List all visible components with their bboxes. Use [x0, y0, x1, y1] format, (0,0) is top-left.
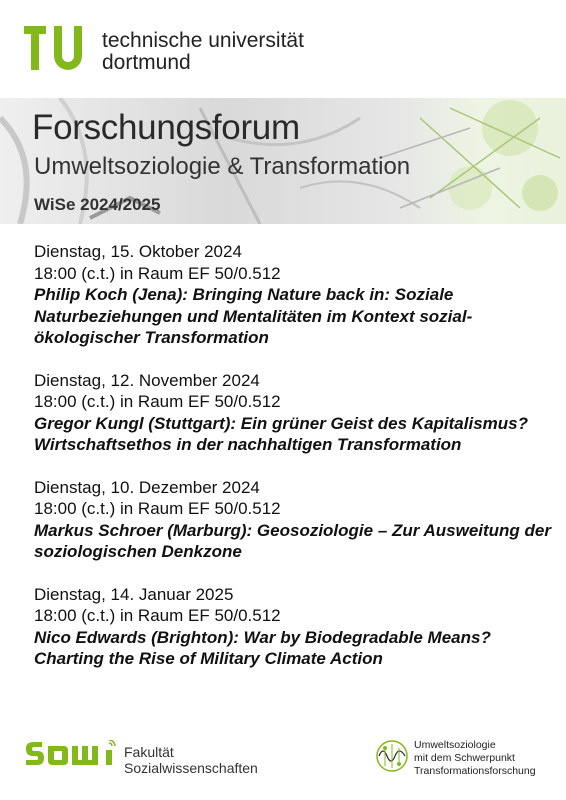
event-time-room: 18:00 (c.t.) in Raum EF 50/0.512: [34, 606, 281, 625]
event-time-room: 18:00 (c.t.) in Raum EF 50/0.512: [34, 392, 281, 411]
event-item: [34, 477, 554, 563]
event-date: Dienstag, 10. Dezember 2024: [34, 477, 260, 497]
chair-line-2: mit dem Schwerpunkt: [414, 752, 515, 764]
event-talk: Philip Koch (Jena): Bringing Nature back in: Soziale Naturbeziehungen und Mentalitäten im Kontext sozial-ökologischer Transformation: [34, 285, 473, 347]
faculty-line-2: Sozialwissenschaften: [124, 760, 258, 776]
event-list: [34, 241, 554, 691]
page-title: Forschungsforum: [32, 108, 300, 147]
event-talk: Markus Schroer (Marburg): Geosoziologie – Zur Ausweitung der soziologischen Denkzone: [34, 520, 551, 561]
faculty-line-1: Fakultät: [124, 744, 174, 760]
event-time-room: 18:00 (c.t.) in Raum EF 50/0.512: [34, 263, 281, 283]
environmental-sociology-logo: [375, 738, 409, 774]
event-date: Dienstag, 15. Oktober 2024: [34, 242, 242, 261]
event-item: [34, 370, 554, 456]
sowi-logo: [24, 740, 120, 774]
event-item: [34, 584, 554, 670]
university-line-1: technische universität: [102, 29, 304, 52]
university-name: [102, 30, 304, 74]
chair-name: [414, 739, 536, 778]
event-date: Dienstag, 14. Januar 2025: [34, 584, 234, 604]
event-date: Dienstag, 12. November 2024: [34, 370, 260, 390]
semester-label: WiSe 2024/2025: [34, 195, 161, 214]
event-talk: Gregor Kungl (Stuttgart): Ein grüner Geist des Kapitalismus? Wirtschaftsethos in der nachhaltigen Transformation: [34, 413, 528, 454]
event-time-room: 18:00 (c.t.) in Raum EF 50/0.512: [34, 499, 281, 518]
page-subtitle: Umweltsoziologie & Transformation: [34, 153, 411, 180]
event-talk: Nico Edwards (Brighton): War by Biodegradable Means? Charting the Rise of Military Climate Action: [34, 627, 491, 668]
event-item: [34, 241, 554, 349]
chair-line-1: Umweltsoziologie: [414, 739, 496, 751]
faculty-name: [124, 744, 258, 776]
university-line-2: dortmund: [102, 51, 191, 74]
tu-logo: [24, 26, 96, 72]
chair-line-3: Transformationsforschung: [414, 765, 536, 777]
